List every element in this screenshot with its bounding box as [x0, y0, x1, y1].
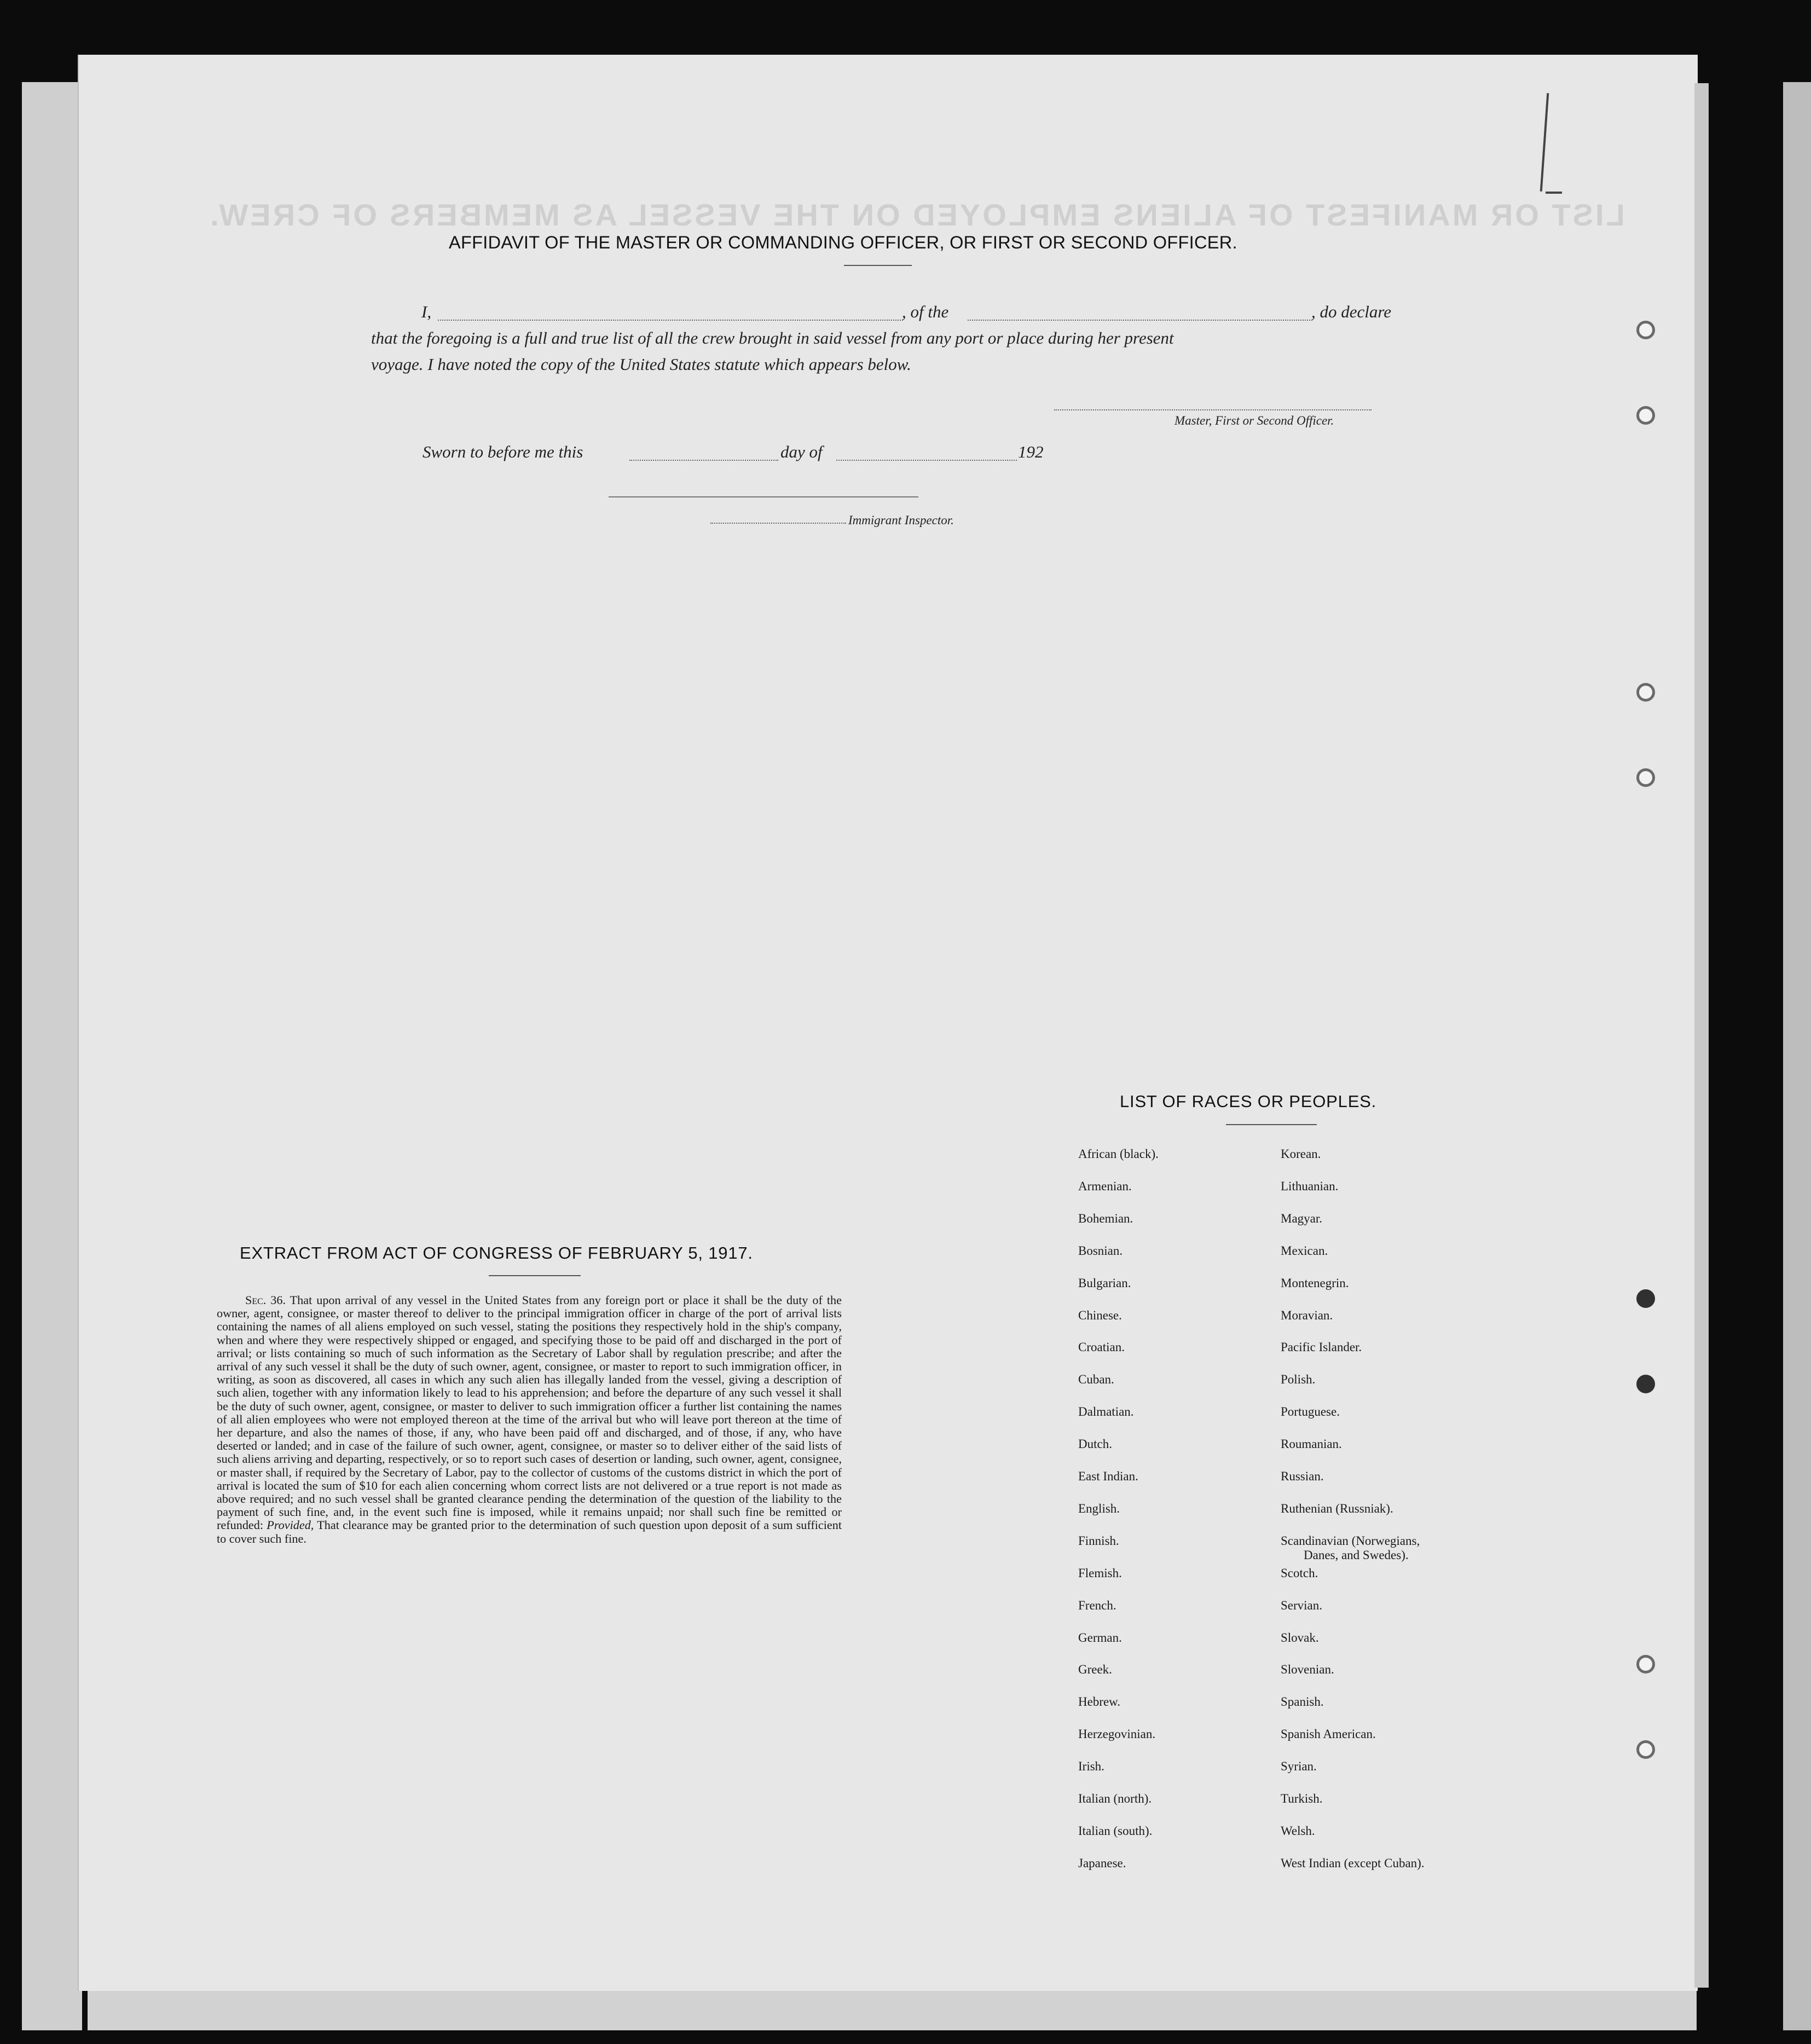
- affidavit-of-the: , of the: [902, 302, 949, 321]
- affidavit-line-2: that the foregoing is a full and true list of all the crew brought in said vessel from any port or place during her present: [371, 328, 1174, 348]
- binder-hole: [1636, 1289, 1655, 1308]
- race-item: Servian.: [1281, 1598, 1323, 1612]
- race-item: Cuban.: [1078, 1373, 1114, 1387]
- binder-hole: [1636, 683, 1655, 702]
- race-item: Flemish.: [1078, 1566, 1122, 1580]
- race-item: Ruthenian (Russniak).: [1281, 1501, 1393, 1515]
- race-item: Scandinavian (Norwegians,: [1281, 1533, 1420, 1548]
- race-item: Dalmatian.: [1078, 1405, 1134, 1419]
- race-item: Bulgarian.: [1078, 1276, 1131, 1290]
- race-item: Bosnian.: [1078, 1243, 1123, 1258]
- inspector-name-field[interactable]: [710, 523, 846, 524]
- race-item: Italian (south).: [1078, 1823, 1153, 1838]
- binder-hole: [1636, 321, 1655, 339]
- provided-word: Provided,: [267, 1518, 314, 1532]
- master-signature-field[interactable]: [1054, 409, 1372, 410]
- race-item: Spanish.: [1281, 1695, 1324, 1709]
- race-item: Syrian.: [1281, 1759, 1317, 1774]
- vessel-name-field[interactable]: [968, 320, 1312, 321]
- inspector-signature-line[interactable]: [609, 496, 918, 497]
- back-sheet-left: [22, 82, 82, 2030]
- extract-text-end: That clearance may be granted prior to the determination of such question upon deposit of a sum sufficient to cover such fine.: [217, 1518, 842, 1545]
- race-item: African (black).: [1078, 1147, 1159, 1161]
- sworn-year-prefix: 192: [1018, 442, 1044, 461]
- extract-title: EXTRACT FROM ACT OF CONGRESS OF FEBRUARY 5, 1917.: [240, 1243, 753, 1263]
- race-item: Greek.: [1078, 1663, 1112, 1677]
- race-item: Slovak.: [1281, 1630, 1319, 1645]
- race-item: English.: [1078, 1501, 1120, 1515]
- back-sheet-right: [1783, 82, 1811, 2030]
- sworn-before-text: Sworn to before me this: [423, 442, 583, 461]
- race-item: Scotch.: [1281, 1566, 1318, 1580]
- race-item: Slovenian.: [1281, 1663, 1334, 1677]
- sworn-day-of: day of: [780, 442, 823, 461]
- affidavit-line-3: voyage. I have noted the copy of the United States statute which appears below.: [371, 355, 911, 374]
- race-item: Irish.: [1078, 1759, 1104, 1774]
- affidavit-title: AFFIDAVIT OF THE MASTER OR COMMANDING OFFICER, OR FIRST OR SECOND OFFICER.: [449, 233, 1237, 252]
- race-item: Portuguese.: [1281, 1405, 1340, 1419]
- race-item: East Indian.: [1078, 1469, 1138, 1483]
- race-item: Finnish.: [1078, 1533, 1119, 1548]
- master-signature-label: Master, First or Second Officer.: [1174, 414, 1334, 427]
- pen-mark: [1546, 192, 1562, 194]
- affidavit-do-declare: , do declare: [1311, 302, 1392, 321]
- extract-title-rule: [489, 1275, 581, 1276]
- affidavit-title-rule: [844, 265, 912, 266]
- race-item: Lithuanian.: [1281, 1179, 1339, 1193]
- race-item: Montenegrin.: [1281, 1276, 1349, 1290]
- race-item: French.: [1078, 1598, 1116, 1612]
- race-item: Herzegovinian.: [1078, 1727, 1156, 1741]
- master-name-field[interactable]: [438, 320, 903, 321]
- race-item: Spanish American.: [1281, 1727, 1376, 1741]
- sworn-day-field[interactable]: [629, 460, 778, 461]
- race-item: German.: [1078, 1630, 1122, 1645]
- race-item: Chinese.: [1078, 1308, 1122, 1322]
- race-item: Armenian.: [1078, 1179, 1132, 1193]
- page-stack-edge: [1694, 83, 1709, 1988]
- race-item: Pacific Islander.: [1281, 1340, 1362, 1354]
- race-item: Turkish.: [1281, 1792, 1323, 1805]
- race-item: Bohemian.: [1078, 1211, 1133, 1225]
- races-title: LIST OF RACES OR PEOPLES.: [1120, 1092, 1377, 1111]
- race-item: Roumanian.: [1281, 1437, 1342, 1451]
- sworn-month-field[interactable]: [836, 460, 1017, 461]
- race-item: West Indian (except Cuban).: [1281, 1856, 1425, 1870]
- race-item: Italian (north).: [1078, 1792, 1152, 1805]
- race-item: Croatian.: [1078, 1340, 1125, 1354]
- race-item: Mexican.: [1281, 1243, 1328, 1258]
- race-item: Japanese.: [1078, 1856, 1126, 1870]
- extract-text: That upon arrival of any vessel in the United States from any foreign port or place it shall be the duty of the owner, agent, consignee, or master thereof to deliver to the principal immigration officer in charge of the port of arrival lists containing the names of all aliens employed on such vessel, stating the positions they respectively hold in the ship's company, when and where they were respectively shipped or engaged, and specifying those to be paid off and discharged in the port of arrival; or lists containing so much of such information as the Secretary of Labor shall by regulation prescribe; and after the arrival of any such vessel it shall be the duty of such owner, agent, consignee, or master to report to such immigration officer, in writing, as soon as discovered, all cases in which any such alien has illegally landed from the vessel, giving a description of such alien, together with any information likely to lead to his apprehension; and before the departure of any such vessel it shall be the duty of such owner, agent, consignee, or master to deliver to such immigration officer a further list containing the names of all alien employees who were not employed thereon at the time of the arrival but who will leave port thereon at the time of her departure, and also the names of those, if any, who have been paid off and discharged, and of those, if any, who have deserted or landed; and in case of the failure of such owner, agent, consignee, or master so to deliver either of the said lists of such aliens arriving and departing, respectively, or so to report such cases of desertion or landing, such owner, agent, consignee, or master shall, if required by the Secretary of Labor, pay to the collector of customs of the customs district in which the port of arrival is located the sum of $10 for each alien concerning whom correct lists are not delivered or a true report is not made as above required; and no such vessel shall be granted clearance pending the determination of the question of the liability to the payment of such fine, and, in the event such fine is imposed, while it remains unpaid; nor shall such fine be remitted or refunded:: [217, 1293, 842, 1532]
- races-title-rule: [1226, 1124, 1317, 1125]
- binder-hole: [1636, 1740, 1655, 1759]
- race-item: Hebrew.: [1078, 1695, 1121, 1709]
- race-item: Dutch.: [1078, 1437, 1112, 1451]
- binder-hole: [1636, 1655, 1655, 1674]
- race-item: Welsh.: [1281, 1823, 1315, 1838]
- binder-hole: [1636, 768, 1655, 787]
- race-item: Korean.: [1281, 1147, 1321, 1161]
- race-item: Magyar.: [1281, 1211, 1323, 1225]
- inspector-label: Immigrant Inspector.: [848, 513, 954, 527]
- section-label: Sec. 36.: [245, 1293, 286, 1307]
- bleed-through-header: LIST OR MANIFEST OF ALIENS EMPLOYED ON THE VESSEL AS MEMBERS OF CREW.: [208, 198, 1625, 232]
- race-item: Danes, and Swedes).: [1304, 1548, 1409, 1562]
- race-item: Polish.: [1281, 1373, 1316, 1387]
- binder-hole: [1636, 406, 1655, 425]
- race-item: Moravian.: [1281, 1308, 1333, 1322]
- extract-body: [217, 1294, 842, 1545]
- affidavit-i: I,: [421, 302, 432, 321]
- race-item: Russian.: [1281, 1469, 1324, 1483]
- binder-hole: [1636, 1375, 1655, 1393]
